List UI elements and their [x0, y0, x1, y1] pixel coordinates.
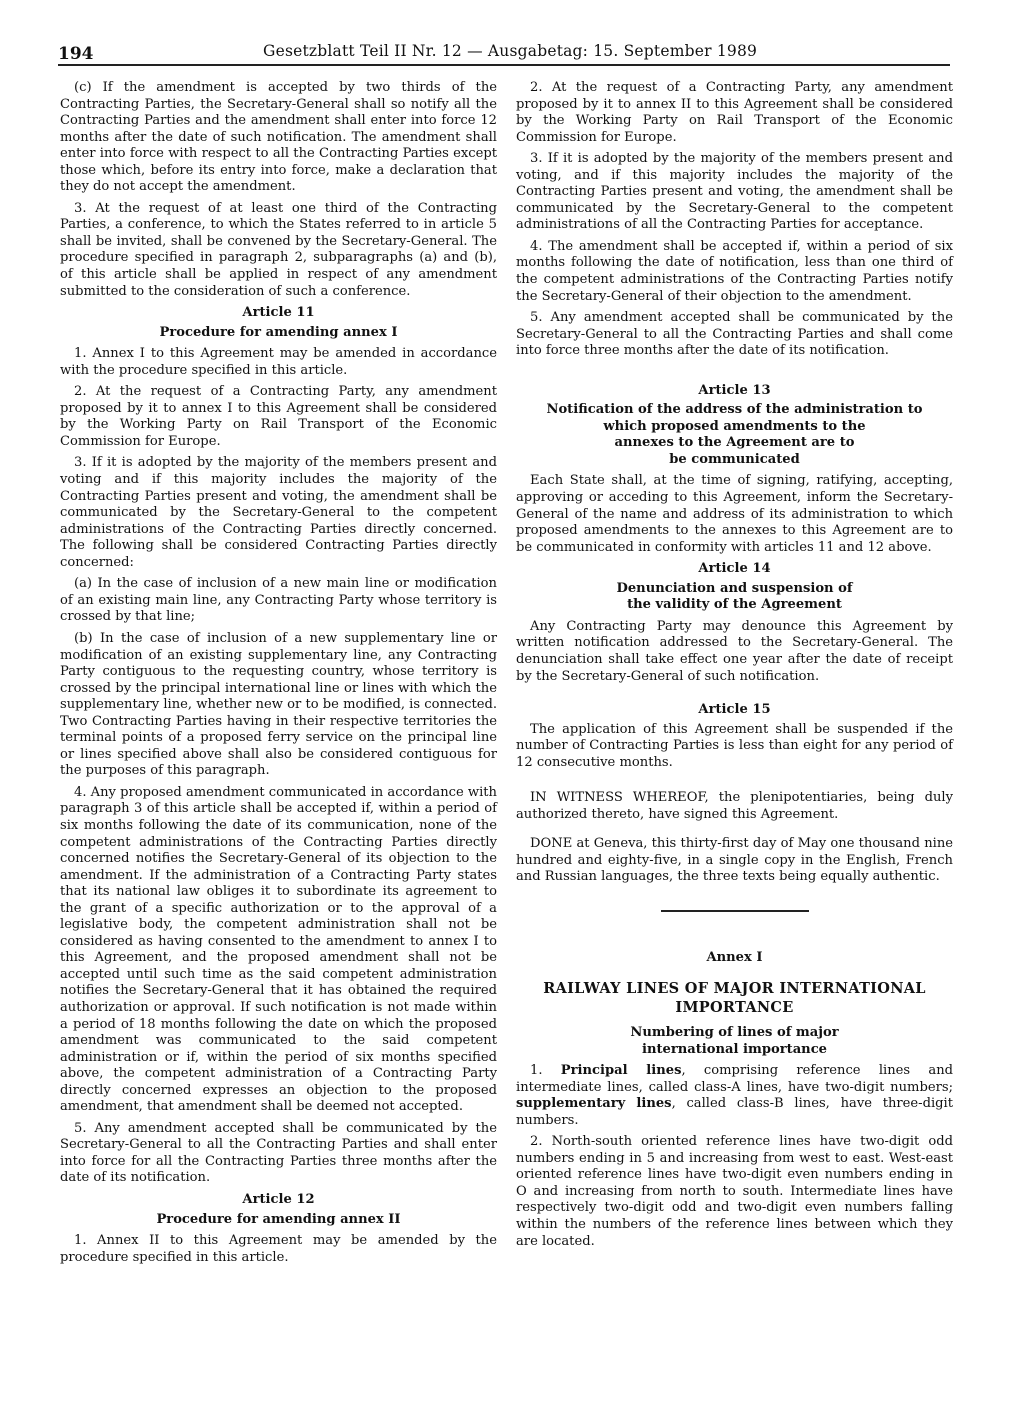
annex-title: Annex I: [706, 950, 763, 966]
paragraph-13: Each State shall, at the time of signing, ratifying, accepting, approving or acceding to this Agreement, inform the Secretary-General of the name and address of its administration to which proposed amendments to the annexes to this Agreement are to be communicated in conformity with articles 11 and 12 above.: [516, 473, 953, 555]
paragraph-11-3a: (a) In the case of inclusion of a new main line or modification of an existing main line, any Contracting Party whose territory is crossed by that line;: [60, 576, 497, 625]
paragraph-11-1: 1. Annex I to this Agreement may be amended in accordance with the procedure specified in this article.: [60, 346, 497, 378]
page-number: 194: [58, 44, 94, 64]
paragraph-12-3: 3. If it is adopted by the majority of the members present and voting, and if this majority includes the majority of the Contracting Parties present and voting, the amendment shall be communicated by the Secretary-General to the competent administrations of all the Contracting Parties for acceptance.: [516, 151, 953, 233]
paragraph-11-3b: (b) In the case of inclusion of a new supplementary line or modification of an existing supplementary line, any Contracting Party contiguous to the requesting country, whose territory is crossed by the principal international line or lines with which the supplementary line, whether new or to be modified, is connected. Two Contracting Parties having in their respective territories the terminal points of a proposed ferry service on the principal line or lines specified above shall also be considered contiguous for the purposes of this paragraph.: [60, 630, 497, 779]
article-12-title: Article 12: [242, 1192, 315, 1207]
running-title: Gesetzblatt Teil II Nr. 12 — Ausgabetag: 15. September 1989: [263, 42, 758, 60]
paragraph-12-5: 5. Any amendment accepted shall be communicated by the Secretary-General to all the Contracting Parties and shall come into force three months after the date of its notification.: [516, 310, 953, 359]
paragraph-annex-2: 2. North-south oriented reference lines have two-digit odd numbers ending in 5 and increasing from west to east. West-east oriented reference lines have two-digit even numbers ending in O and increasing from north to south. Intermediate lines have respectively two-digit odd and two-digit even numbers falling within the numbers of the reference lines between which they are located.: [516, 1134, 953, 1249]
right-column: [516, 80, 953, 1255]
paragraph-15: The application of this Agreement shall be suspended if the number of Contracting Parties is less than eight for any period of 12 consecutive months.: [516, 721, 953, 770]
article-11-title: Article 11: [242, 305, 315, 321]
paragraph-12-2: 2. At the request of a Contracting Party, any amendment proposed by it to annex II to this Agreement shall be considered by the Working Party on Rail Transport of the Economic Commission for Europe.: [516, 80, 953, 145]
paragraph-11-4: 4. Any proposed amendment communicated in accordance with paragraph 3 of this article shall be accepted if, within a period of six months following the date of its communication, none of the competent administrations of the Contracting Parties directly concerned notifies the Secretary-General of its objection to the amendment. If the administration of a Contracting Party states that its national law obliges it to subordinate its agreement to the grant of a specific authorization or to the approval of a legislative body, the competent administration shall not be considered as having consented to the amendment to annex I to this Agreement, and the proposed amendment shall not be accepted until such time as the said competent administration notifies the Secretary-General that it has obtained the required authorization or approval. If such notification is not made within a period of 18 months following the date on which the proposed amendment was communicated to the said competent administration or if, within the period of six months specified above, the competent administration of a Contracting Party directly concerned expresses an objection to the proposed amendment, that amendment shall be deemed not accepted.: [60, 784, 497, 1115]
paragraph-12-1: 1. Annex II to this Agreement may be amended by the procedure specified in this article.: [60, 1233, 497, 1265]
header-rule: [58, 64, 950, 66]
article-13-title: Article 13: [698, 382, 771, 398]
numbering-heading: Numbering of lines of major international importance: [630, 1025, 839, 1057]
article-13-heading: Notification of the address of the administration to which proposed amendments to the annexes to the Agreement are to be communicated: [546, 402, 923, 467]
paragraph-12-4: 4. The amendment shall be accepted if, within a period of six months following the date of notification, less than one third of the competent administrations of the Contracting Parties notify the Secretary-General of their objection to the amendment.: [516, 238, 953, 304]
article-15-title: Article 15: [698, 702, 771, 718]
witness-clause: IN WITNESS WHEREOF, the plenipotentiaries, being duly authorized thereto, have signed this Agreement.: [516, 790, 953, 822]
article-12-heading: Procedure for amending annex II: [156, 1211, 401, 1227]
paragraph-10-3: 3. At the request of at least one third of the Contracting Parties, a conference, to which the States referred to in article 5 shall be invited, shall be convened by the Secretary-General. The procedure specified in paragraph 2, subparagraphs (a) and (b), of this article shall be applied in respect of any amendment submitted to the consideration of such a conference.: [60, 200, 497, 299]
paragraph-11-5: 5. Any amendment accepted shall be communicated by the Secretary-General to all the Contracting Parties and shall enter into force for all the Contracting Parties three months after the date of its notification.: [60, 1120, 497, 1186]
paragraph-10-2c: (c) If the amendment is accepted by two thirds of the Contracting Parties, the Secretary-General shall so notify all the Contracting Parties and the amendment shall enter into force 12 months after the date of such notification. The amendment shall enter into force with respect to all the Contracting Parties except those which, before its entry into force, make a declaration that they do not accept the amendment.: [60, 80, 497, 195]
article-14-heading: Denunciation and suspension of the validity of the Agreement: [616, 580, 853, 613]
paragraph-11-2: 2. At the request of a Contracting Party, any amendment proposed by it to annex I to this Agreement shall be considered by the Working Party on Rail Transport of the Economic Commission for Europe.: [60, 384, 497, 449]
section-divider: [661, 910, 809, 913]
paragraph-annex-1: 1. Principal lines, comprising reference lines and intermediate lines, called class-A lines, have two-digit numbers; supplementary lines, called class-B lines, have three-digit numbers.: [516, 1063, 954, 1128]
page-header: [58, 38, 950, 68]
paragraph-11-3: 3. If it is adopted by the majority of the members present and voting and if this majority includes the majority of the Contracting Parties present and voting, the amendment shall be communicated by the Secretary-General to the competent administrations of the Contracting Parties directly concerned. The following shall be considered Contracting Parties directly concerned:: [60, 455, 497, 570]
paragraph-14: Any Contracting Party may denounce this Agreement by written notification addressed to the Secretary-General. The denunciation shall take effect one year after the date of receipt by the Secretary-General of such notification.: [516, 618, 953, 684]
done-clause: DONE at Geneva, this thirty-first day of May one thousand nine hundred and eighty-five, in a single copy in the English, French and Russian languages, the three texts being equally authentic.: [516, 836, 953, 885]
annex-heading: RAILWAY LINES OF MAJOR INTERNATIONAL IMPORTANCE: [543, 980, 926, 1017]
article-11-heading: Procedure for amending annex I: [159, 324, 398, 340]
article-14-title: Article 14: [698, 561, 771, 577]
left-column: [60, 80, 497, 1271]
